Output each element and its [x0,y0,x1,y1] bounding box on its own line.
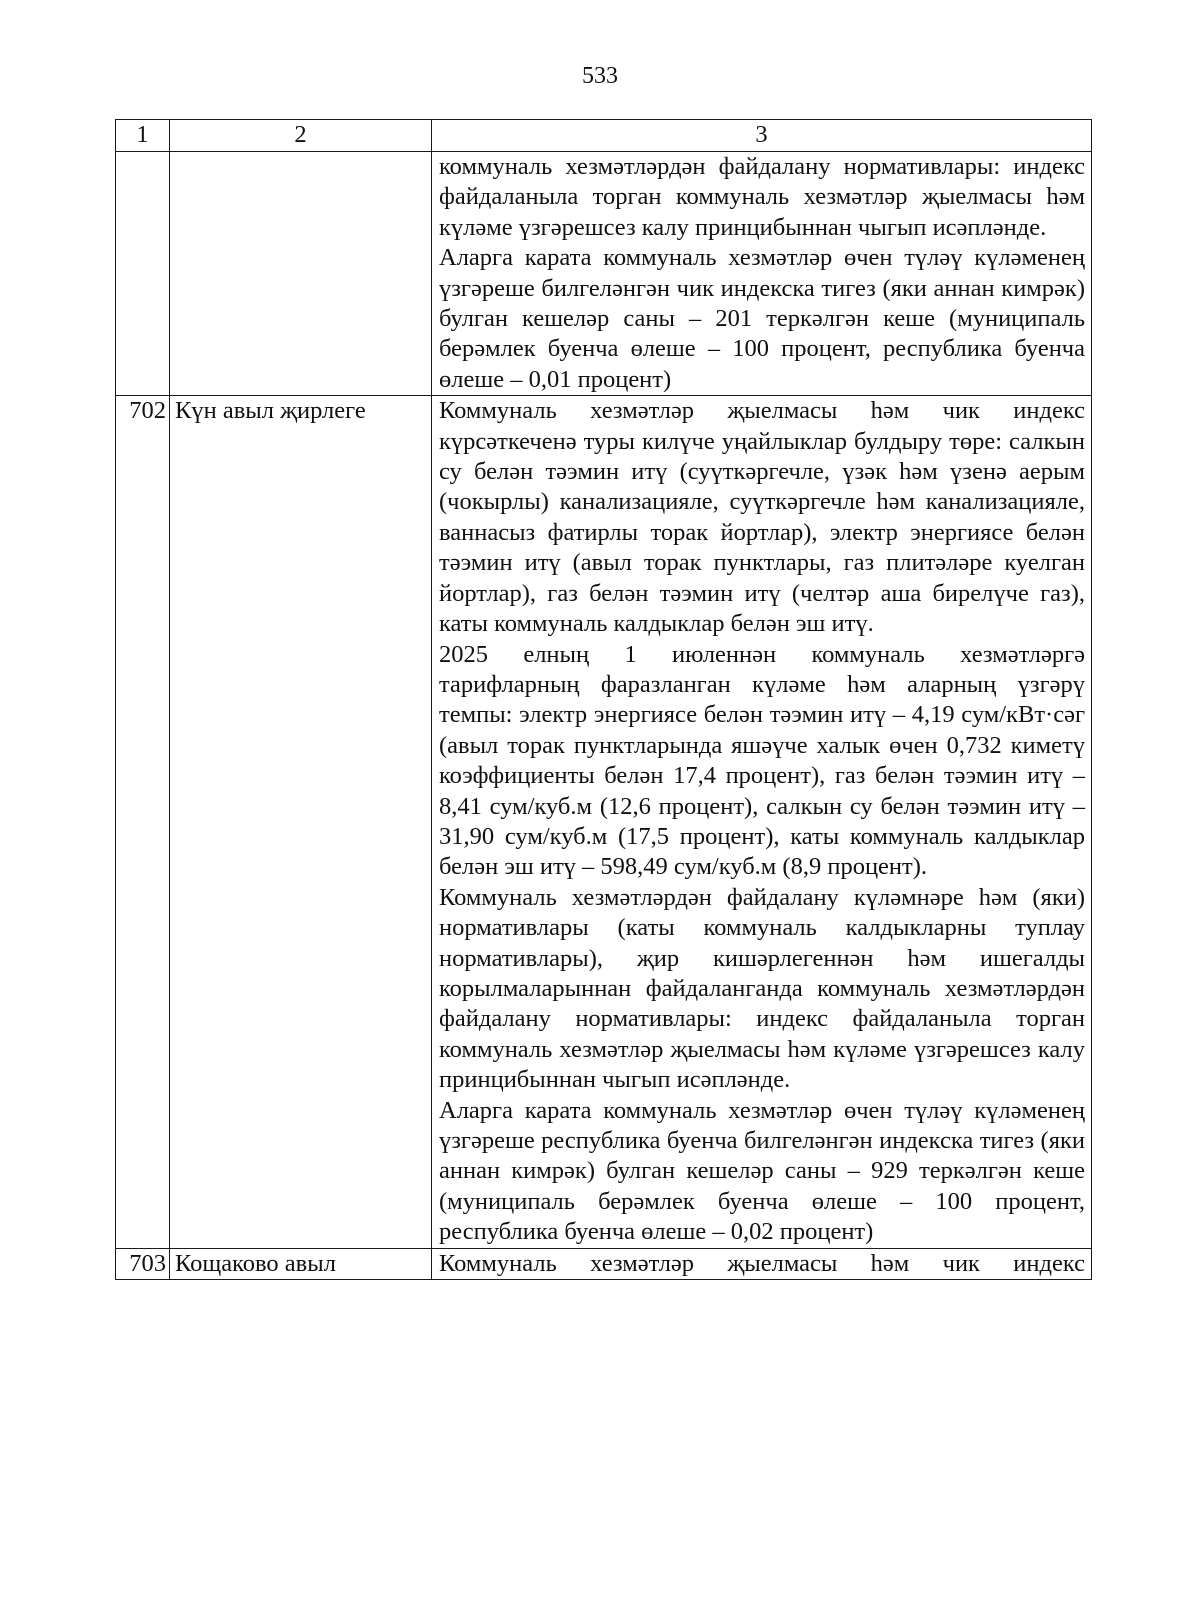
description-paragraph: Коммуналь хезмәтләр җыелмасы һәм чик индекс [439,1249,1085,1277]
row-description-cell [432,152,1092,396]
description-paragraph: Коммуналь хезмәтләр җыелмасы һәм чик индекс күрсәткеченә туры килүче уңайлыклар булдыру төре: салкын су белән тәэмин итү (суүткәргечле, үзәк һәм үзенә аерым (чокырлы) канализацияле, суүткәргечле һәм канализацияле, ваннасыз фатирлы торак йортлар), электр энергиясе белән тәэмин итү (авыл торак пунктлары, газ плитәләре куелган йортлар), газ белән тәэмин итү (челтәр аша бирелүче газ), каты коммуналь калдыклар белән эш итү. [439,397,1085,638]
column-header-1: 1 [116,120,170,152]
description-paragraph: 2025 елның 1 июленнән коммуналь хезмәтләргә тарифларның фаразланган күләме һәм аларның үзгәрү темпы: электр энергиясе белән тәэмин итү – 4,19 сум/кВт·сәг (авыл торак пунктларында яшәүче халык өчен 0,732 киметү коэффициенты белән 17,4 процент), газ белән тәэмин итү – 8,41 сум/куб.м (12,6 процент), салкын су белән тәэмин итү – 31,90 сум/куб.м (17,5 процент), каты коммуналь калдыклар белән эш итү – 598,49 сум/куб.м (8,9 процент). [439,640,1085,881]
column-header-3: 3 [432,120,1092,152]
table-row-continued [116,152,1092,396]
municipal-tariff-table [115,119,1092,1280]
row-number-cell: 703 [116,1248,170,1279]
row-description-cell [432,396,1092,1248]
row-number-cell: 702 [116,396,170,1248]
description-paragraph: коммуналь хезмәтләрдән файдалану нормативлары: индекс файдаланыла торган коммуналь хезмәтләр җыелмасы һәм күләме үзгәрешсез калу принцибыннан чыгып исәпләнде. [439,153,1085,241]
settlement-name-cell: Күн авыл җирлеге [170,396,432,1248]
table-header-row [116,120,1092,152]
row-number-cell-empty [116,152,170,396]
settlement-name-cell: Кощаково авыл [170,1248,432,1279]
column-header-2: 2 [170,120,432,152]
table-row-702 [116,396,1092,1248]
row-name-cell-empty [170,152,432,396]
row-description-cell [432,1248,1092,1279]
description-paragraph: Аларга карата коммуналь хезмәтләр өчен түләү күләменең үзгәреше республика буенча билгеләнгән индекска тигез (яки аннан кимрәк) булган кешеләр саны – 929 теркәлгән кеше (муниципаль берәмлек буенча өлеше – 100 процент, республика буенча өлеше – 0,02 процент) [439,1096,1085,1246]
page-number: 533 [582,63,618,89]
description-paragraph: Аларга карата коммуналь хезмәтләр өчен түләү күләменең үзгәреше билгеләнгән чик индекска тигез (яки аннан кимрәк) булган кешеләр саны – 201 теркәлгән кеше (муниципаль берәмлек буенча өлеше – 100 процент, республика буенча өлеше – 0,01 процент) [439,244,1085,393]
description-paragraph: Коммуналь хезмәтләрдән файдалану күләмнәре һәм (яки) нормативлары (каты коммуналь калдыкларны туплау нормативлары), җир кишәрлегеннән һәм ишегалды корылмаларыннан файдаланганда коммуналь хезмәтләрдән файдалану нормативлары: индекс файдаланыла торган коммуналь хезмәтләр җыелмасы һәм күләме үзгәрешсез калу принцибыннан чыгып исәпләнде. [439,883,1085,1094]
table-row-703 [116,1248,1092,1279]
